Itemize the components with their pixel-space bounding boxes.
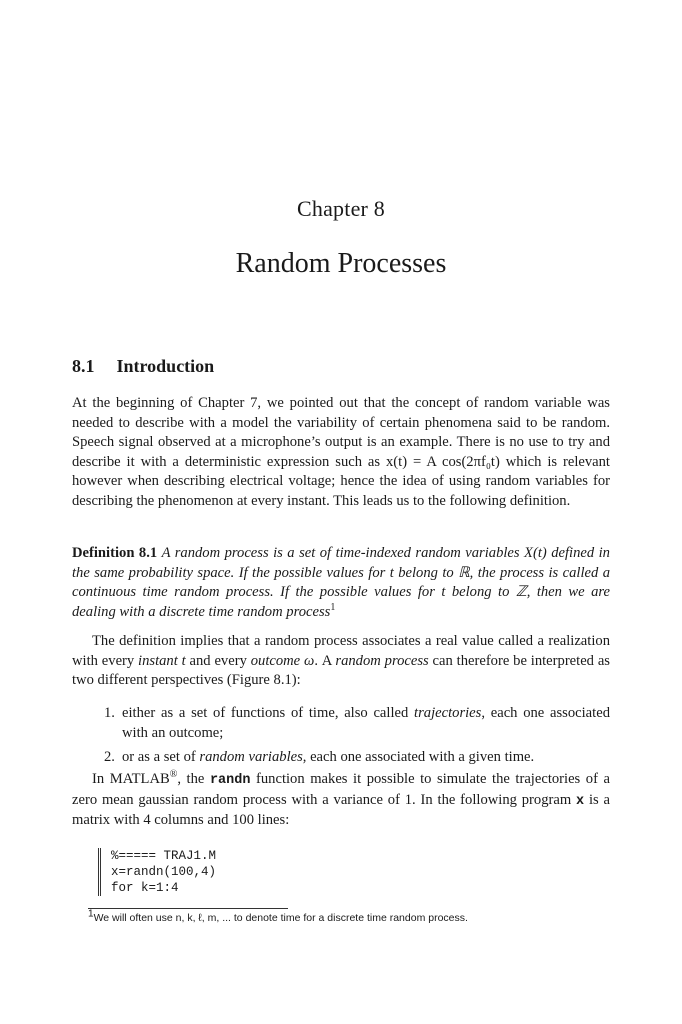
text-run: , each one associated with a given time.: [302, 749, 535, 765]
code-listing: [98, 848, 351, 896]
list-item: [104, 704, 610, 743]
text-run: and every: [185, 652, 251, 669]
section-heading: [72, 356, 214, 377]
list-number: 1.: [104, 705, 115, 721]
footnote: [88, 908, 608, 925]
intro-paragraph: At the beginning of Chapter 7, we pointed out that the concept of random variable was needed to describe with a model the variability of certain phenomena said to be random. Speech signal observed at a microphone’s output is an example. There is no use to try and describe it with a deterministic expression such as x(t) = A cos(2πf₀t) which is relevant however when describing electrical voltage; hence the idea of using random variables for describing the phenomenon at every instant. This leads us to the following definition.: [72, 395, 610, 509]
code-line: x=randn(100,4): [111, 865, 217, 879]
text-run: . A: [314, 652, 336, 669]
chapter-title: Random Processes: [235, 248, 447, 279]
randn-command: randn: [209, 773, 251, 788]
matlab-paragraph: [72, 770, 610, 831]
text-run: can therefore be interpreted as two different perspectives (Figure 8.1):: [72, 652, 610, 688]
text-run: function makes it possible to simulate the trajectories of a zero mean gaussian random process with a variance of 1. In the following program: [72, 771, 610, 808]
text-run: The definition implies that a random process associates a real value called a realization with every: [72, 633, 610, 669]
definition-label: Definition 8.1: [72, 545, 158, 561]
list-number: 2.: [104, 749, 115, 765]
instant-term: instant t: [138, 652, 186, 669]
text-run: either as a set of functions of time, also called: [122, 705, 415, 721]
text-run: or as a set of: [122, 749, 200, 765]
text-run: , each one associated with an outcome;: [122, 705, 610, 741]
x-variable: x: [576, 793, 585, 809]
section-title: Introduction: [116, 356, 215, 376]
trajectories-term: trajectories: [414, 705, 482, 721]
outcome-term: outcome ω: [250, 652, 315, 669]
interpretation-paragraph: [72, 632, 610, 691]
chapter-label: Chapter 8: [297, 196, 385, 221]
text-run: is a matrix with 4 columns and 100 lines:: [72, 791, 611, 828]
definition-text: A random process is a set of time-indexed random variables X(t) defined in the same probability space. If the possible values for t belong to ℝ, the process is called a continuous time random process. If the possible values for t belong to ℤ, then we are dealing with a discrete time random process: [72, 545, 610, 620]
list-item: [104, 748, 610, 768]
random-variables-term: random variables: [199, 749, 303, 765]
list-text: [122, 748, 610, 768]
footnote-text: We will often use n, k, ℓ, m, ... to denote time for a discrete time random process.: [93, 912, 468, 924]
footnote-mark: 1: [88, 908, 94, 920]
code-line: %===== TRAJ1.M: [111, 849, 217, 863]
footnote-reference: 1: [330, 601, 336, 613]
text-run: , the: [177, 771, 210, 787]
definition-block: [72, 544, 610, 622]
code-line: for k=1:4: [111, 881, 179, 895]
text-run: In MATLAB: [92, 771, 170, 787]
random-process-term: random process: [335, 652, 429, 669]
registered-mark: ®: [169, 769, 178, 781]
section-number: 8.1: [72, 356, 95, 376]
list-text: [122, 704, 610, 743]
footnote-rule: [88, 908, 288, 909]
